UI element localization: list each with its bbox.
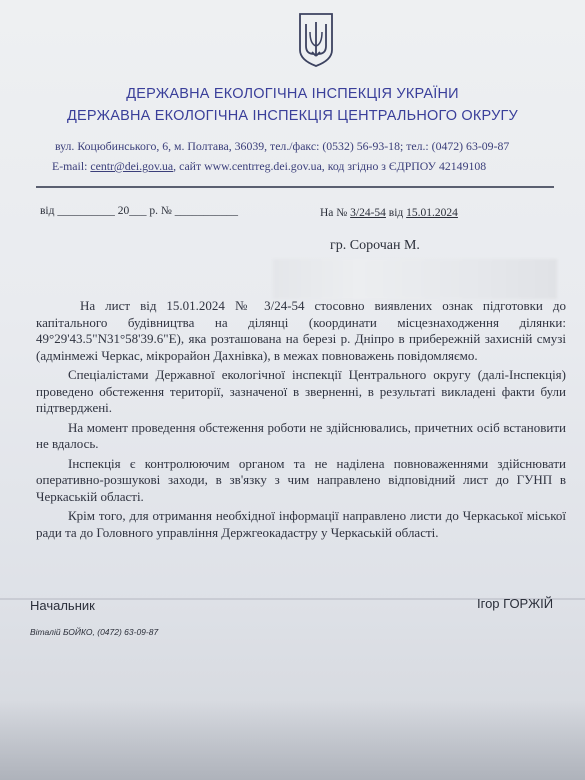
body-paragraph-1: На лист від 15.01.2024 № 3/24-54 стосовно виявлених ознак підготовки до капітального будівництва на ділянці (координати місцезнаходження ділянки: 49°29'43.5"N31°58'39.6"E), яка розташована на березі р. Дніпро в прибережній захисній смузі (адмінмежі Черкас, мікрорайон Дахнівка), в межах повноважень повідомляємо. — [36, 298, 566, 363]
organization-contacts — [52, 159, 486, 174]
body-paragraph-2: Спеціалістами Державної екологічної інспекції Центрального округу (далі-Інспекція) проведено обстеження території, зазначеної в зверненні, в результаті викладені факти були підтверджені. — [36, 367, 566, 415]
incoming-reference — [320, 207, 458, 219]
from-date-value: 15.01.2024 — [406, 207, 458, 219]
signatory-name: Ігор ГОРЖІЙ — [477, 596, 554, 611]
from-label: від — [385, 207, 407, 219]
letter-body — [36, 298, 566, 544]
recipient-name: гр. Сорочан М. — [330, 238, 420, 253]
executor-contact: Віталій БОЙКО, (0472) 63-09-87 — [30, 627, 159, 637]
body-paragraph-4: Інспекція є контролюючим органом та не наділена повноваженнями здійснювати оперативно-розшукові заходи, в зв'язку з чим направлено відповідний лист до ГУНП в Черкаській області. — [36, 455, 566, 504]
organization-address: вул. Коцюбинського, 6, м. Полтава, 36039, тел./факс: (0532) 56-93-18; тел.: (0472) 63-09-87 — [55, 139, 510, 153]
on-number-value: 3/24-54 — [350, 207, 386, 219]
header-divider — [36, 186, 554, 188]
redacted-address — [273, 259, 557, 299]
outgoing-reference-blank: від __________ 20___ р. № ___________ — [40, 205, 238, 217]
organization-name-national: ДЕРЖАВНА ЕКОЛОГІЧНА ІНСПЕКЦІЯ УКРАЇНИ — [126, 86, 459, 102]
signatory-title: Начальник — [30, 598, 95, 613]
site-and-code: , сайт www.centrreg.dei.gov.ua, код згідно з ЄДРПОУ 42149108 — [173, 159, 487, 173]
body-paragraph-3: На момент проведення обстеження роботи не здійснювались, причетних осіб встановити не вдалось. — [36, 419, 566, 451]
email-link[interactable]: centr@dei.gov.ua — [90, 159, 174, 173]
body-paragraph-5: Крім того, для отримання необхідної інформації направлено листи до Черкаської міської ради та до Головного управління Держгеокадастру у Черкаській області. — [36, 508, 566, 540]
trident-coat-of-arms-icon — [298, 12, 334, 68]
email-label: E-mail: — [52, 159, 91, 173]
on-number-label: На № — [320, 207, 351, 219]
paper-shadow — [0, 700, 585, 780]
organization-name-regional: ДЕРЖАВНА ЕКОЛОГІЧНА ІНСПЕКЦІЯ ЦЕНТРАЛЬНОГО ОКРУГУ — [67, 108, 518, 124]
